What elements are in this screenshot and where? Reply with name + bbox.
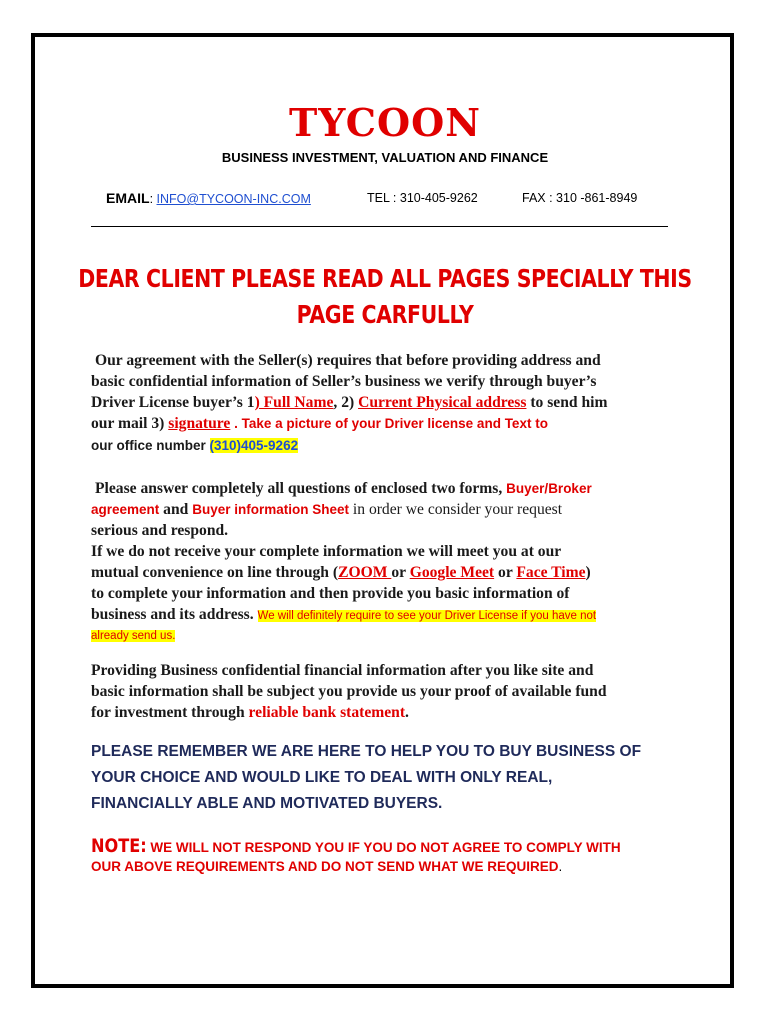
header-divider: [91, 226, 668, 227]
para3-line1: Providing Business confidential financial information after you like site and: [91, 662, 594, 679]
agreement-text: agreement: [91, 502, 160, 517]
para1-l3a: Driver License buyer’s 1: [91, 394, 255, 411]
para2-line6: to complete your information and then provide you basic information of: [91, 585, 570, 602]
para2-l5g: ): [585, 564, 591, 581]
para2-l2d: in order we consider your request: [349, 501, 563, 518]
full-name-text: ) Full Name: [254, 394, 334, 411]
para1-l3e: to send him: [526, 394, 608, 411]
note-l2-end: .: [558, 859, 563, 874]
para2-l2b: and: [159, 501, 193, 518]
office-number-highlight: (310)405-9262: [209, 438, 299, 453]
para1-l4a: our mail 3): [91, 415, 169, 432]
para1-line3: [91, 392, 607, 413]
para2-line5: [91, 562, 591, 583]
company-title: TYCOON: [289, 100, 481, 145]
email-separator: :: [149, 192, 157, 206]
tel-number: TEL : 310-405-9262: [367, 191, 478, 205]
already-send-text: already send us.: [91, 630, 176, 642]
face-time-text: Face Time: [516, 564, 586, 581]
para2-line4: If we do not receive your complete information we will meet you at our: [91, 543, 562, 560]
para2-line2: [91, 499, 562, 520]
note-line2: [91, 859, 562, 874]
para1-line4: [91, 413, 548, 434]
note-l1: WE WILL NOT RESPOND YOU IF YOU DO NOT AGREE TO COMPLY WITH: [146, 840, 621, 855]
para2-l5e: or: [494, 564, 517, 581]
physical-address-text: Current Physical address: [358, 394, 527, 411]
para2-line8: [91, 624, 175, 647]
para1-l3c: , 2): [333, 394, 359, 411]
note-line1: [91, 835, 621, 857]
google-meet-text: Google Meet: [409, 564, 495, 581]
para1-line5: [91, 435, 298, 456]
note-l2: OUR ABOVE REQUIREMENTS AND DO NOT SEND WHAT WE REQUIRED: [91, 859, 559, 874]
notice-heading-line2: PAGE CARFULLY: [296, 300, 474, 329]
zoom-text: ZOOM: [338, 564, 392, 581]
para2-line1: [95, 478, 592, 499]
email-link[interactable]: INFO@TYCOON-INC.COM: [156, 192, 311, 206]
para1-line1: Our agreement with the Seller(s) requires that before providing address and: [95, 352, 601, 369]
buyer-info-sheet-text: Buyer information Sheet: [192, 502, 350, 517]
buyer-broker-text: Buyer/Broker: [506, 481, 592, 496]
para2-l1a: Please answer completely all questions of enclosed two forms,: [95, 480, 507, 497]
company-subtitle: BUSINESS INVESTMENT, VALUATION AND FINANCE: [221, 150, 549, 165]
fax-number: FAX : 310 -861-8949: [522, 191, 638, 205]
para2-line3: serious and respond.: [91, 522, 229, 539]
email-line: [106, 190, 311, 206]
para3-line3: [91, 702, 409, 723]
note-label: NOTE:: [91, 835, 147, 857]
para2-l7a: business and its address.: [91, 606, 258, 623]
remember-line3: FINANCIALLY ABLE AND MOTIVATED BUYERS.: [91, 795, 443, 812]
para3-line2: basic information shall be subject you provide us your proof of available fund: [91, 683, 607, 700]
bank-statement-text: reliable bank statement: [248, 704, 406, 721]
signature-text: signature: [168, 415, 231, 432]
email-label: EMAIL: [106, 190, 150, 206]
para3-l3a: for investment through: [91, 704, 249, 721]
driver-license-notice: We will definitely require to see your Driver License if you have not: [257, 610, 597, 622]
para1-line2: basic confidential information of Seller’s business we verify through buyer’s: [91, 373, 597, 390]
remember-line1: PLEASE REMEMBER WE ARE HERE TO HELP YOU TO BUY BUSINESS OF: [91, 743, 642, 760]
notice-heading-line1: DEAR CLIENT PLEASE READ ALL PAGES SPECIALLY THIS: [78, 264, 692, 293]
para2-l5a: mutual convenience on line through (: [91, 564, 339, 581]
remember-line2: YOUR CHOICE AND WOULD LIKE TO DEAL WITH ONLY REAL,: [91, 769, 553, 786]
para2-l5c: or: [391, 564, 410, 581]
para3-l3c: .: [405, 704, 409, 721]
para1-l4c: . Take a picture of your Driver license and Text to: [230, 416, 548, 431]
para1-l5a: our office number: [91, 438, 210, 453]
